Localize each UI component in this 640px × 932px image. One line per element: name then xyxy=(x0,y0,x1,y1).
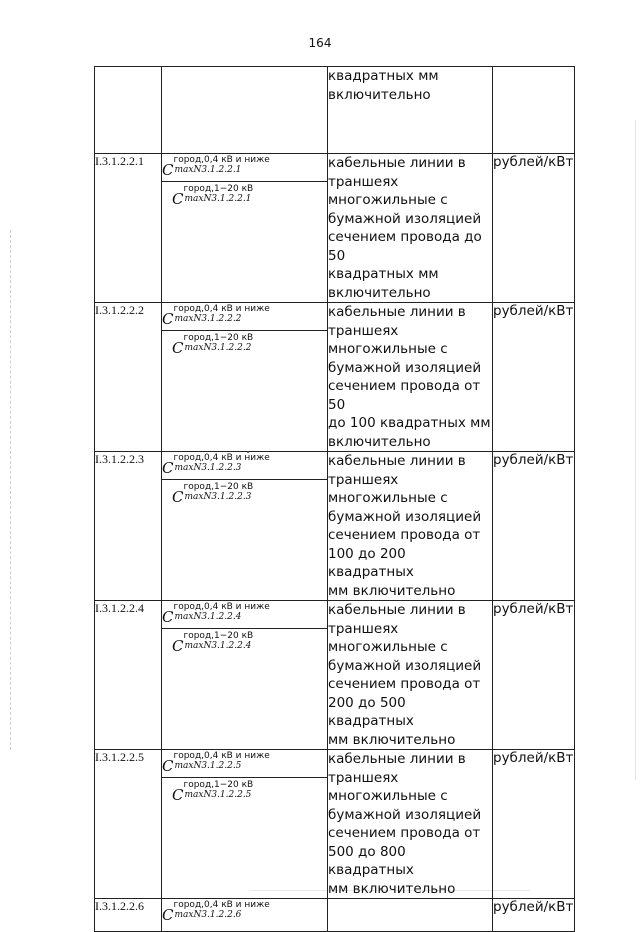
description-line: включительно xyxy=(328,433,431,450)
formula-cell xyxy=(162,750,328,899)
formula-symbol: C xyxy=(172,339,184,357)
formula-symbol: C xyxy=(162,757,174,775)
table-row xyxy=(95,303,575,452)
code-cell: I.3.1.2.2.4 xyxy=(95,601,162,750)
formula-cell xyxy=(162,899,328,932)
page-number: 164 xyxy=(308,36,332,50)
description-cell xyxy=(328,899,493,932)
formula-subscript: maxN3.1.2.2.5 xyxy=(184,789,252,800)
formula-symbol: C xyxy=(162,608,174,626)
formula-symbol: C xyxy=(172,488,184,506)
description-line: включительно xyxy=(328,284,431,301)
description-line: бумажной изоляцией xyxy=(328,508,482,525)
description-line: бумажной изоляцией xyxy=(328,210,482,227)
formula-symbol: C xyxy=(162,310,174,328)
formula-superscript: город,0,4 кВ и ниже xyxy=(173,304,270,314)
description-line: сечением провода до 50 xyxy=(328,229,482,264)
code-cell: I.3.1.2.2.2 xyxy=(95,303,162,452)
formula-subscript: maxN3.1.2.2.1 xyxy=(174,164,242,175)
formula-subscript: maxN3.1.2.2.2 xyxy=(174,313,242,324)
formula-symbol: C xyxy=(172,190,184,208)
description-line: многожильные с xyxy=(328,639,448,655)
formula-symbol: C xyxy=(162,161,174,179)
formula-subscript: maxN3.1.2.2.4 xyxy=(184,640,252,651)
formula-medium-voltage xyxy=(162,330,327,358)
formula-subscript: maxN3.1.2.2.3 xyxy=(184,491,252,502)
description-line: многожильные с xyxy=(328,341,448,357)
code-cell: I.3.1.2.2.5 xyxy=(95,750,162,899)
formula-medium-voltage xyxy=(162,628,327,656)
description-cell xyxy=(328,154,493,303)
description-line: включительно xyxy=(328,86,431,103)
description-cell xyxy=(328,67,493,154)
description-line: траншеях xyxy=(328,322,399,339)
code-cell: I.3.1.2.2.6 xyxy=(95,899,162,932)
table-row-continuation xyxy=(95,67,575,154)
unit-cell: рублей/кВт xyxy=(493,899,575,932)
formula-superscript: город,1−20 кВ xyxy=(183,333,254,343)
table-row xyxy=(95,601,575,750)
formula-superscript: город,0,4 кВ и ниже xyxy=(173,602,270,612)
description-line: квадратных мм xyxy=(328,68,439,84)
table-row xyxy=(95,452,575,601)
formula-cell xyxy=(162,601,328,750)
formula-low-voltage xyxy=(162,305,327,329)
scan-edge-right xyxy=(635,120,636,780)
formula-superscript: город,0,4 кВ и ниже xyxy=(173,155,270,165)
formula-superscript: город,1−20 кВ xyxy=(183,631,254,641)
formula-medium-voltage xyxy=(162,479,327,507)
description-line: кабельные линии в xyxy=(328,453,466,469)
formula-subscript: maxN3.1.2.2.6 xyxy=(174,909,242,920)
formula-cell xyxy=(162,67,328,154)
description-line: многожильные с xyxy=(328,192,448,208)
description-cell xyxy=(328,452,493,601)
formula-superscript: город,1−20 кВ xyxy=(183,482,254,492)
formula-superscript: город,1−20 кВ xyxy=(183,184,254,194)
description-line: до 100 квадратных мм xyxy=(328,415,491,431)
description-line: мм включительно xyxy=(328,731,456,748)
description-line: многожильные с xyxy=(328,788,448,804)
description-line: траншеях xyxy=(328,173,399,190)
table-row xyxy=(95,899,575,932)
scan-edge-left xyxy=(10,230,11,750)
description-line: сечением провода от xyxy=(328,676,481,692)
unit-cell: рублей/кВт xyxy=(493,452,575,601)
unit-cell: рублей/кВт xyxy=(493,750,575,899)
table-row xyxy=(95,154,575,303)
description-line: сечением провода от 50 xyxy=(328,378,481,413)
formula-subscript: maxN3.1.2.2.5 xyxy=(174,760,242,771)
formula-low-voltage xyxy=(162,156,327,180)
formula-symbol: C xyxy=(162,459,174,477)
description-line: многожильные с xyxy=(328,490,448,506)
description-line: мм включительно xyxy=(328,880,456,897)
scan-speck xyxy=(247,451,249,453)
formula-subscript: maxN3.1.2.2.3 xyxy=(174,462,242,473)
code-cell: I.3.1.2.2.1 xyxy=(95,154,162,303)
description-line: 200 до 500 квадратных xyxy=(328,694,414,729)
formula-low-voltage xyxy=(162,454,327,478)
formula-subscript: maxN3.1.2.2.2 xyxy=(184,342,252,353)
description-line: сечением провода от xyxy=(328,527,481,543)
description-line: квадратных мм xyxy=(328,266,439,282)
formula-subscript: maxN3.1.2.2.4 xyxy=(174,611,242,622)
description-line: бумажной изоляцией xyxy=(328,359,482,376)
description-line: траншеях xyxy=(328,769,399,786)
description-line: кабельные линии в xyxy=(328,751,466,767)
description-line: кабельные линии в xyxy=(328,304,466,320)
formula-low-voltage xyxy=(162,603,327,627)
description-line: траншеях xyxy=(328,471,399,488)
description-line: кабельные линии в xyxy=(328,602,466,618)
code-cell: I.3.1.2.2.3 xyxy=(95,452,162,601)
formula-medium-voltage xyxy=(162,181,327,209)
description-line: траншеях xyxy=(328,620,399,637)
tariff-table xyxy=(94,66,575,932)
description-line: бумажной изоляцией xyxy=(328,657,482,674)
description-line: 100 до 200 квадратных xyxy=(328,545,414,580)
formula-superscript: город,1−20 кВ xyxy=(183,780,254,790)
formula-superscript: город,0,4 кВ и ниже xyxy=(173,900,270,910)
table-row xyxy=(95,750,575,899)
unit-cell xyxy=(493,67,575,154)
formula-medium-voltage xyxy=(162,777,327,805)
code-cell xyxy=(95,67,162,154)
description-line: кабельные линии в xyxy=(328,155,466,171)
formula-symbol: C xyxy=(172,786,184,804)
formula-symbol: C xyxy=(172,637,184,655)
formula-cell xyxy=(162,154,328,303)
formula-low-voltage xyxy=(162,752,327,776)
description-cell xyxy=(328,601,493,750)
unit-cell: рублей/кВт xyxy=(493,601,575,750)
unit-cell: рублей/кВт xyxy=(493,303,575,452)
formula-subscript: maxN3.1.2.2.1 xyxy=(184,193,252,204)
formula-symbol: C xyxy=(162,906,174,924)
formula-cell xyxy=(162,452,328,601)
description-cell xyxy=(328,750,493,899)
description-line: сечением провода от xyxy=(328,825,481,841)
description-line: мм включительно xyxy=(328,582,456,599)
unit-cell: рублей/кВт xyxy=(493,154,575,303)
description-cell xyxy=(328,303,493,452)
description-line: 500 до 800 квадратных xyxy=(328,843,414,878)
formula-superscript: город,0,4 кВ и ниже xyxy=(173,453,270,463)
formula-cell xyxy=(162,303,328,452)
description-line: бумажной изоляцией xyxy=(328,806,482,823)
formula-superscript: город,0,4 кВ и ниже xyxy=(173,751,270,761)
